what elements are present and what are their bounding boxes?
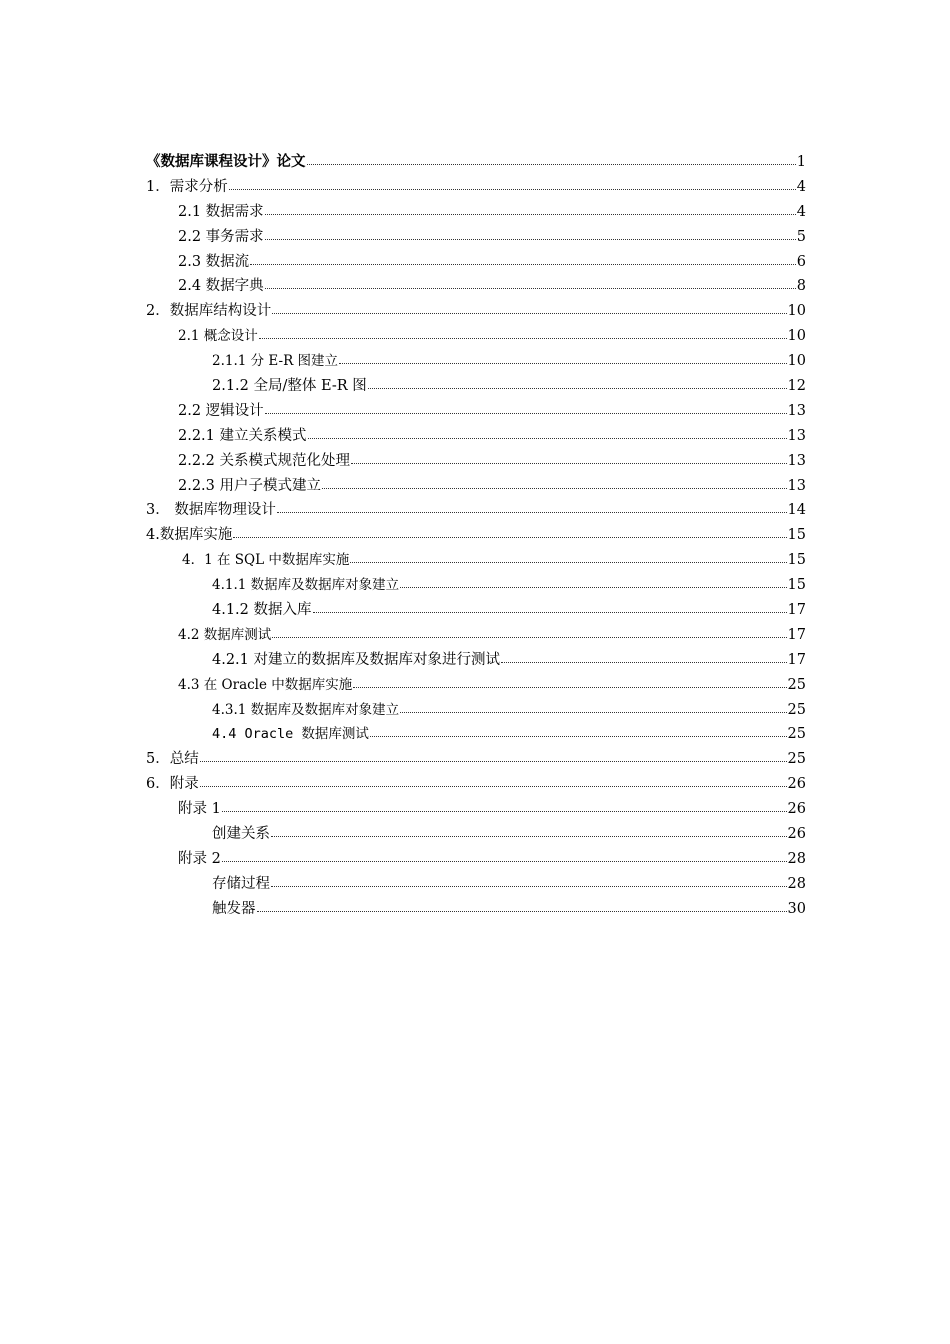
toc-entry-title: 2.2.1 建立关系模式 <box>178 427 307 444</box>
toc-entry[interactable] <box>146 897 806 922</box>
toc-dot-leader <box>229 177 796 191</box>
toc-dot-leader <box>271 874 787 888</box>
toc-entry[interactable] <box>146 772 806 797</box>
toc-entry-title: 4.2.1 对建立的数据库及数据库对象进行测试 <box>212 651 501 668</box>
toc-dot-leader <box>370 724 787 738</box>
toc-entry-page: 17 <box>787 651 806 668</box>
toc-dot-leader <box>351 451 787 465</box>
toc-entry-title: 5．总结 <box>146 751 199 768</box>
toc-entry[interactable] <box>146 872 806 897</box>
toc-entry[interactable] <box>146 225 806 250</box>
toc-entry-title: 附录 2 <box>178 850 221 867</box>
toc-dot-leader <box>265 227 796 241</box>
toc-entry-title: 4.1.1 数据库及数据库对象建立 <box>212 577 400 594</box>
toc-entry[interactable] <box>146 598 806 623</box>
toc-entry[interactable] <box>146 548 806 573</box>
toc-dot-leader <box>277 500 787 514</box>
toc-dot-leader <box>501 650 787 664</box>
toc-entry[interactable] <box>146 847 806 872</box>
toc-entry-page: 30 <box>787 900 806 917</box>
toc-entry[interactable] <box>146 449 806 474</box>
toc-dot-leader <box>400 700 786 714</box>
toc-entry-title: 创建关系 <box>212 826 270 843</box>
toc-entry-page: 5 <box>796 228 806 245</box>
toc-dot-leader <box>222 799 787 813</box>
toc-entry-title: 4.2 数据库测试 <box>178 626 272 643</box>
toc-entry-title: 4.3.1 数据库及数据库对象建立 <box>212 701 400 718</box>
toc-entry-title: 1．需求分析 <box>146 178 228 195</box>
toc-entry-page: 17 <box>787 602 806 619</box>
toc-entry-page: 13 <box>787 477 806 494</box>
toc-dot-leader <box>265 276 796 290</box>
toc-entry[interactable] <box>146 349 806 374</box>
toc-entry-page: 4 <box>796 203 806 220</box>
toc-dot-leader <box>233 525 786 539</box>
toc-dot-leader <box>222 849 787 863</box>
toc-entry-title: 2.1 概念设计 <box>178 328 258 345</box>
toc-dot-leader <box>308 426 787 440</box>
toc-entry-title: 6．附录 <box>146 776 199 793</box>
toc-entry[interactable] <box>146 200 806 225</box>
toc-dot-leader <box>272 625 786 639</box>
toc-entry-page: 26 <box>787 801 806 818</box>
toc-dot-leader <box>200 774 787 788</box>
toc-entry-title: 2.2 逻辑设计 <box>178 402 264 419</box>
toc-entry-title: 2.2.2 关系模式规范化处理 <box>178 452 351 469</box>
toc-dot-leader <box>272 301 786 315</box>
toc-dot-leader <box>353 675 786 689</box>
toc-entry-page: 13 <box>787 452 806 469</box>
toc-entry-title: 2．数据库结构设计 <box>146 303 272 320</box>
toc-entry-page: 25 <box>787 701 806 718</box>
toc-entry-page: 6 <box>796 253 806 270</box>
toc-entry-page: 26 <box>787 776 806 793</box>
toc-entry-page: 13 <box>787 427 806 444</box>
toc-entry[interactable] <box>146 498 806 523</box>
toc-entry-page: 28 <box>787 850 806 867</box>
toc-entry-page: 14 <box>787 502 806 519</box>
toc-dot-leader <box>265 401 787 415</box>
toc-entry[interactable] <box>146 175 806 200</box>
toc-entry[interactable] <box>146 797 806 822</box>
toc-dot-leader <box>313 600 787 614</box>
toc-entry-title: 3． 数据库物理设计 <box>146 502 276 519</box>
toc-entry[interactable] <box>146 399 806 424</box>
toc-entry-page: 28 <box>787 875 806 892</box>
toc-entry-title: 2.2.3 用户子模式建立 <box>178 477 322 494</box>
toc-entry-title: 《数据库课程设计》论文 <box>146 153 306 170</box>
toc-dot-leader <box>200 749 787 763</box>
toc-entry[interactable] <box>146 374 806 399</box>
toc-entry-page: 25 <box>787 751 806 768</box>
toc-entry-title: 4．1 在 SQL 中数据库实施 <box>182 552 350 569</box>
toc-dot-leader <box>368 376 787 390</box>
toc-entry-page: 10 <box>787 303 806 320</box>
toc-entry-title: 存储过程 <box>212 875 270 892</box>
toc-entry[interactable] <box>146 324 806 349</box>
toc-dot-leader <box>400 575 786 589</box>
toc-entry-page: 15 <box>787 527 806 544</box>
toc-dot-leader <box>250 252 796 266</box>
toc-dot-leader <box>322 476 787 490</box>
table-of-contents <box>146 150 806 922</box>
toc-dot-leader <box>259 326 787 340</box>
toc-entry-page: 10 <box>787 328 806 345</box>
toc-entry-title: 附录 1 <box>178 801 221 818</box>
toc-entry[interactable] <box>146 523 806 548</box>
toc-entry-page: 15 <box>787 552 806 569</box>
toc-entry-title: 2.2 事务需求 <box>178 228 264 245</box>
toc-entry-page: 26 <box>787 826 806 843</box>
toc-entry[interactable] <box>146 722 806 747</box>
toc-entry[interactable] <box>146 747 806 772</box>
toc-entry-page: 8 <box>796 278 806 295</box>
toc-entry[interactable] <box>146 623 806 648</box>
toc-dot-leader <box>307 152 796 166</box>
toc-entry-page: 17 <box>787 626 806 643</box>
toc-entry[interactable] <box>146 474 806 499</box>
toc-entry-title: 触发器 <box>212 900 256 917</box>
toc-entry-page: 12 <box>787 378 806 395</box>
toc-entry-title: 4.4 Oracle 数据库测试 <box>212 726 369 743</box>
toc-dot-leader <box>271 824 787 838</box>
toc-entry-title: 4.1.2 数据入库 <box>212 602 312 619</box>
toc-entry-title: 2.3 数据流 <box>178 253 250 270</box>
toc-entry-title: 2.4 数据字典 <box>178 278 264 295</box>
toc-entry[interactable] <box>146 673 806 698</box>
toc-dot-leader <box>265 202 796 216</box>
toc-entry[interactable] <box>146 250 806 275</box>
toc-dot-leader <box>339 351 786 365</box>
toc-entry[interactable] <box>146 573 806 598</box>
toc-entry-title: 4.数据库实施 <box>146 527 233 544</box>
toc-entry-page: 10 <box>787 353 806 370</box>
toc-entry-title: 2.1.2 全局/整体 E-R 图 <box>212 378 367 395</box>
toc-entry-page: 15 <box>787 577 806 594</box>
toc-entry[interactable] <box>146 150 806 175</box>
toc-dot-leader <box>257 899 787 913</box>
toc-entry[interactable] <box>146 822 806 847</box>
toc-entry-page: 25 <box>787 676 806 693</box>
toc-entry-title: 2.1.1 分 E-R 图建立 <box>212 353 339 370</box>
toc-entry-title: 4.3 在 Oracle 中数据库实施 <box>178 676 353 693</box>
toc-entry[interactable] <box>146 274 806 299</box>
toc-entry-page: 4 <box>796 178 806 195</box>
toc-entry[interactable] <box>146 299 806 324</box>
toc-entry-page: 13 <box>787 402 806 419</box>
toc-entry-title: 2.1 数据需求 <box>178 203 264 220</box>
toc-dot-leader <box>350 550 786 564</box>
toc-entry-page: 1 <box>796 154 806 170</box>
toc-entry[interactable] <box>146 698 806 723</box>
toc-entry-page: 25 <box>787 726 806 743</box>
toc-entry[interactable] <box>146 648 806 673</box>
toc-entry[interactable] <box>146 424 806 449</box>
